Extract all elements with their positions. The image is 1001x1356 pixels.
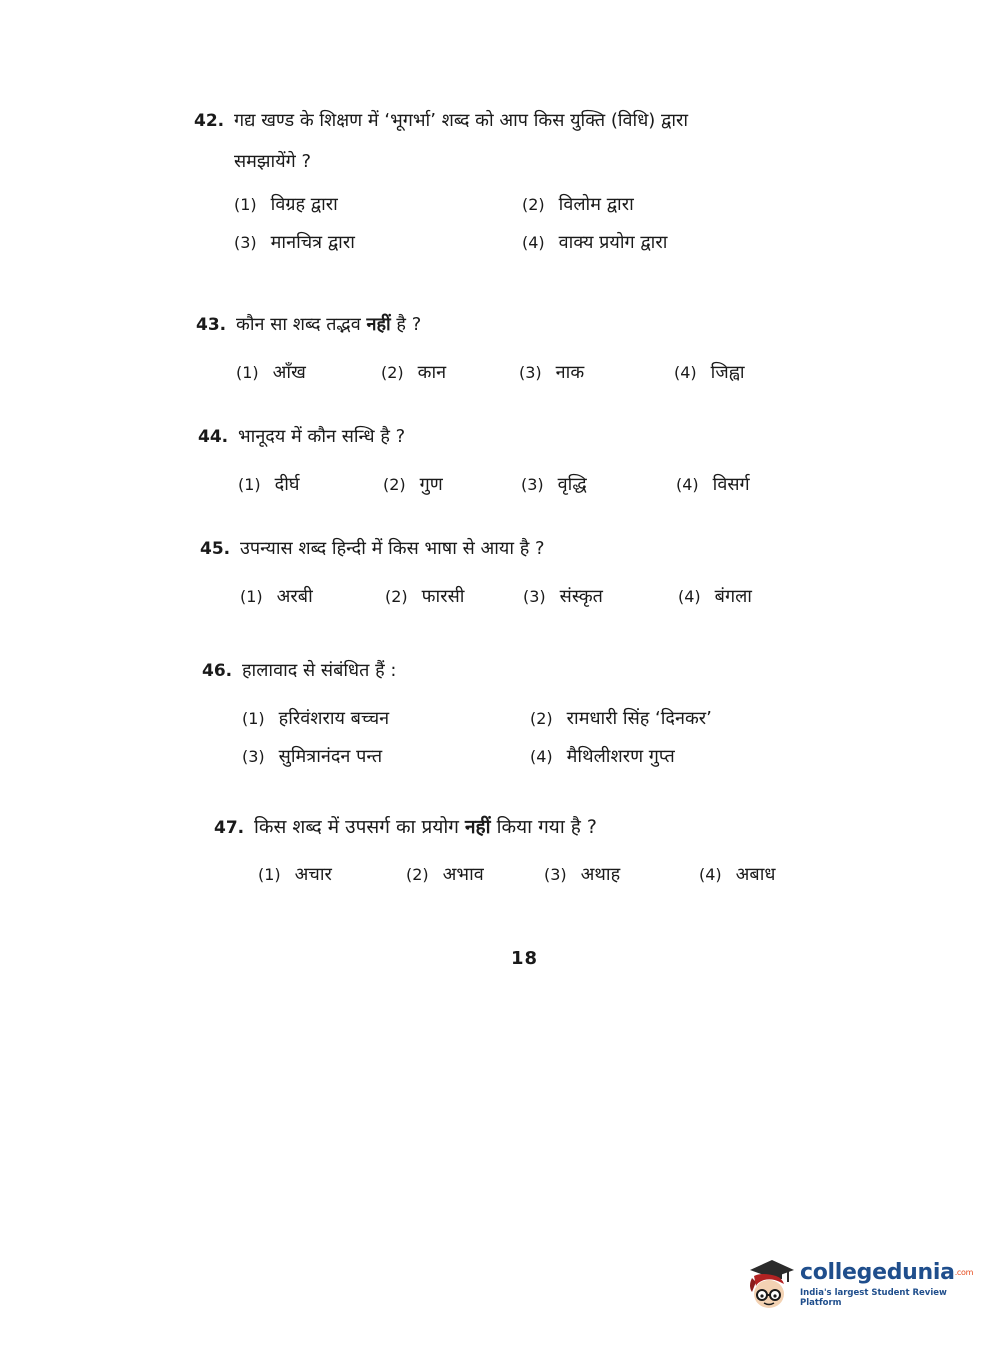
option-text: वाक्य प्रयोग द्वारा [558, 232, 668, 253]
option-text: जिह्वा [710, 362, 745, 383]
option-text: अभाव [442, 864, 484, 885]
option-3 [242, 744, 530, 768]
question-45 [200, 526, 840, 608]
option-2 [385, 584, 523, 608]
option-2 [406, 862, 544, 886]
logo-text [800, 1260, 973, 1308]
options-list [240, 584, 840, 608]
question-47 [214, 804, 814, 886]
question-number: 44. [198, 427, 229, 447]
option-text: सुमित्रानंदन पन्त [278, 746, 383, 767]
option-number: (3) [519, 363, 542, 382]
page-number: 18 [511, 948, 539, 969]
question-text-part: किस शब्द में उपसर्ग का प्रयोग [254, 816, 465, 838]
option-number: (2) [530, 709, 553, 728]
question-text [236, 302, 421, 348]
question-number: 45. [200, 539, 231, 559]
option-text: मैथिलीशरण गुप्त [566, 746, 675, 767]
question-text [254, 804, 597, 850]
question-text-part: किया गया है ? [490, 816, 597, 838]
option-text: हरिवंशराय बच्चन [278, 708, 390, 729]
option-1 [240, 584, 385, 608]
option-number: (3) [242, 747, 265, 766]
logo-brand-name: collegedunia [800, 1260, 955, 1285]
option-text: विग्रह द्वारा [270, 194, 338, 215]
logo-tagline: India's largest Student Review Platform [800, 1288, 947, 1308]
option-number: (3) [523, 587, 546, 606]
option-3 [544, 862, 699, 886]
option-text: गुण [419, 474, 443, 495]
option-number: (2) [385, 587, 408, 606]
option-number: (1) [242, 709, 265, 728]
option-number: (1) [238, 475, 261, 494]
question-44 [198, 414, 838, 496]
option-2 [383, 472, 521, 496]
option-4 [530, 744, 818, 768]
option-number: (4) [699, 865, 722, 884]
question-text-emphasis: नहीं [465, 816, 491, 838]
option-number: (2) [383, 475, 406, 494]
option-text: अचार [294, 864, 332, 885]
option-number: (1) [234, 195, 257, 214]
logo-brand-suffix: .com [954, 1268, 974, 1277]
option-1 [242, 706, 530, 730]
option-text: वृद्धि [557, 474, 587, 495]
option-text: दीर्घ [274, 474, 300, 495]
option-text: विसर्ग [712, 474, 750, 495]
option-3 [234, 230, 522, 254]
question-number: 42. [194, 111, 225, 131]
question-text-emphasis: नहीं [366, 314, 391, 335]
option-4 [522, 230, 810, 254]
option-text: बंगला [714, 586, 752, 607]
option-2 [381, 360, 519, 384]
question-43 [196, 302, 836, 384]
options-list [236, 360, 836, 384]
option-4 [699, 862, 849, 886]
option-text: अथाह [580, 864, 621, 885]
option-1 [258, 862, 406, 886]
question-text: भानूदय में कौन सन्धि है ? [238, 426, 406, 447]
option-number: (3) [521, 475, 544, 494]
option-1 [238, 472, 383, 496]
option-3 [521, 472, 676, 496]
question-number: 46. [202, 661, 233, 681]
option-4 [676, 472, 826, 496]
question-text-part: कौन सा शब्द तद्भव [236, 314, 367, 335]
option-text: संस्कृत [559, 586, 603, 607]
option-3 [523, 584, 678, 608]
option-text: विलोम द्वारा [558, 194, 634, 215]
options-list [238, 472, 838, 496]
option-4 [674, 360, 824, 384]
logo-brand [800, 1260, 973, 1286]
question-text-part: है ? [390, 314, 422, 335]
option-number: (1) [258, 865, 281, 884]
option-number: (2) [406, 865, 429, 884]
option-number: (4) [522, 233, 545, 252]
option-number: (3) [544, 865, 567, 884]
option-text: अरबी [276, 586, 313, 607]
option-number: (4) [530, 747, 553, 766]
question-number: 43. [196, 315, 227, 335]
mascot-icon [742, 1256, 794, 1312]
options-list [234, 192, 834, 254]
option-number: (2) [381, 363, 404, 382]
option-text: फारसी [421, 586, 465, 607]
question-text: गद्य खण्ड के शिक्षण में ‘भूगर्भा’ शब्द को आप किस युक्ति (विधि) द्वारा [234, 110, 689, 131]
option-4 [678, 584, 828, 608]
option-number: (1) [240, 587, 263, 606]
option-text: रामधारी सिंह ‘दिनकर’ [566, 708, 712, 729]
option-number: (4) [674, 363, 697, 382]
question-46 [202, 648, 842, 768]
option-3 [519, 360, 674, 384]
option-text: मानचित्र द्वारा [270, 232, 355, 253]
option-2 [530, 706, 818, 730]
question-text-continued: समझायेंगे ? [234, 151, 312, 172]
option-number: (3) [234, 233, 257, 252]
options-list [242, 706, 842, 768]
question-number: 47. [214, 818, 245, 838]
option-text: कान [417, 362, 447, 383]
option-1 [234, 192, 522, 216]
option-number: (4) [678, 587, 701, 606]
option-text: नाक [555, 362, 585, 383]
option-number: (2) [522, 195, 545, 214]
question-text: हालावाद से संबंधित हैं : [242, 660, 397, 681]
options-list [258, 862, 814, 886]
option-text: अबाध [735, 864, 776, 885]
option-2 [522, 192, 810, 216]
option-number: (1) [236, 363, 259, 382]
option-text: आँख [272, 362, 306, 383]
collegedunia-logo [742, 1252, 972, 1316]
question-42 [194, 98, 834, 254]
option-number: (4) [676, 475, 699, 494]
option-1 [236, 360, 381, 384]
question-text: उपन्यास शब्द हिन्दी में किस भाषा से आया है ? [240, 538, 545, 559]
